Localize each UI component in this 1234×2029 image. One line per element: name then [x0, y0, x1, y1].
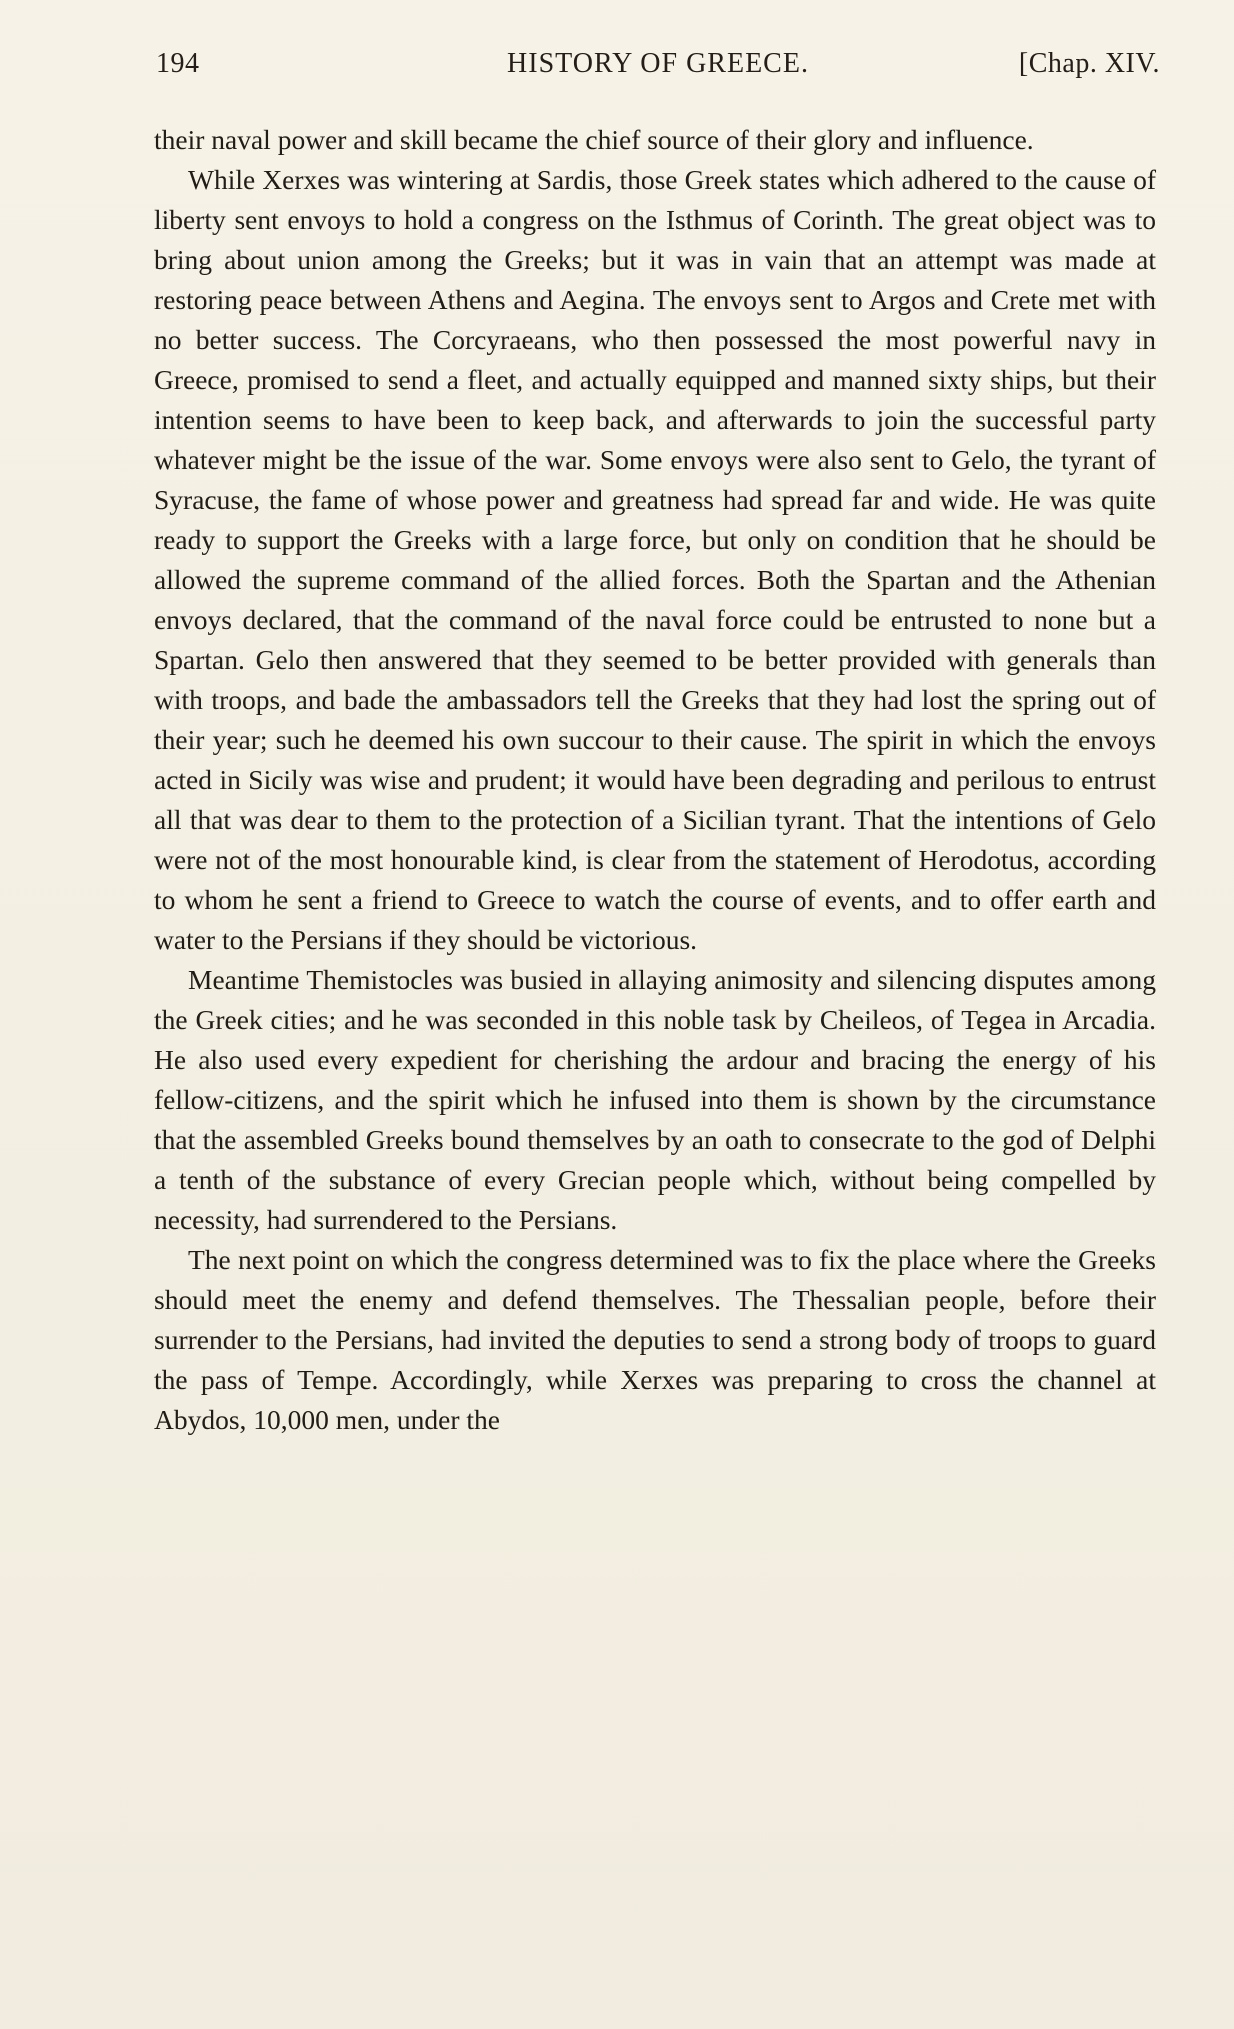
paragraph-3: Meantime Themistocles was busied in allaying animosity and silencing disputes among the Greek cities; and he was seconded in this noble task by Cheileos, of Tegea in Arcadia. He also used every expedient for cherishing the ardour and bracing the energy of his fellow-citizens, and the spirit which he infused into them is shown by the circumstance that the assembled Greeks bound themselves by an oath to consecrate to the god of Delphi a tenth of the substance of every Grecian people which, without being compelled by necessity, had surrendered to the Persians.	[154, 964, 1156, 1235]
book-title: HISTORY OF GREECE.	[507, 48, 809, 79]
paragraph-1: their naval power and skill became the chief source of their glory and influence.	[154, 124, 1034, 155]
page-number: 194	[156, 48, 200, 79]
chapter-label: [Chap. XIV.	[1018, 48, 1160, 79]
running-header	[156, 46, 1160, 82]
body-text	[154, 120, 1156, 1440]
paragraph-2: While Xerxes was wintering at Sardis, those Greek states which adhered to the cause of liberty sent envoys to hold a congress on the Isthmus of Corinth. The great object was to bring about union among the Greeks; but it was in vain that an attempt was made at restoring peace between Athens and Aegina. The envoys sent to Argos and Crete met with no better success. The Corcyraeans, who then possessed the most powerful navy in Greece, promised to send a fleet, and actually equipped and manned sixty ships, but their intention seems to have been to keep back, and afterwards to join the successful party whatever might be the issue of the war. Some envoys were also sent to Gelo, the tyrant of Syracuse, the fame of whose power and greatness had spread far and wide. He was quite ready to support the Greeks with a large force, but only on condition that he should be allowed the supreme command of the allied forces. Both the Spartan and the Athenian envoys declared, that the command of the naval force could be entrusted to none but a Spartan. Gelo then answered that they seemed to be better provided with generals than with troops, and bade the ambassadors tell the Greeks that they had lost the spring out of their year; such he deemed his own succour to their cause. The spirit in which the envoys acted in Sicily was wise and prudent; it would have been degrading and perilous to entrust all that was dear to them to the protection of a Sicilian tyrant. That the intentions of Gelo were not of the most honourable kind, is clear from the statement of Herodotus, according to whom he sent a friend to Greece to watch the course of events, and to offer earth and water to the Persians if they should be victorious.	[154, 164, 1156, 955]
paragraph-4: The next point on which the congress determined was to fix the place where the Greeks should meet the enemy and defend themselves. The Thessalian people, before their surrender to the Persians, had invited the deputies to send a strong body of troops to guard the pass of Tempe. Accordingly, while Xerxes was preparing to cross the channel at Abydos, 10,000 men, under the	[154, 1244, 1156, 1435]
